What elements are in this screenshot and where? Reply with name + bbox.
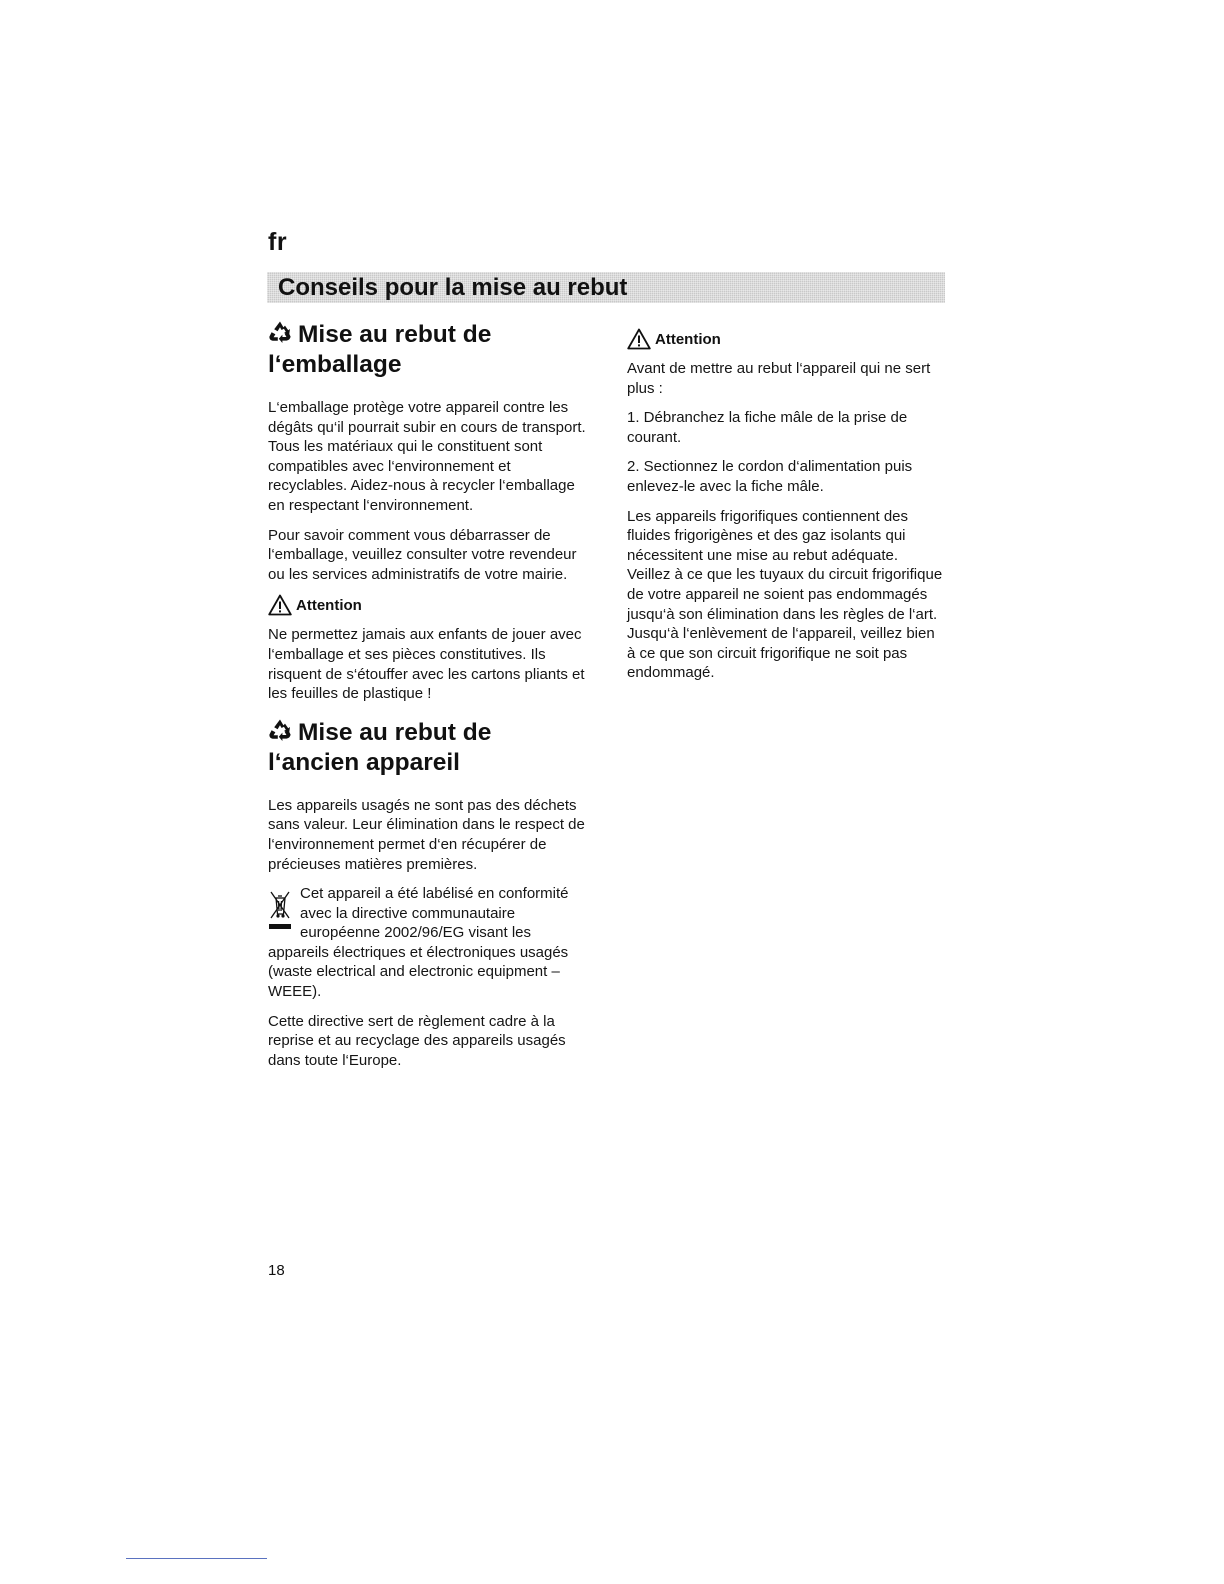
recycle-icon [268,718,292,742]
page-number: 18 [268,1262,285,1279]
recycle-icon [268,320,292,344]
heading-packaging-line2: l‘emballage [268,351,402,378]
banner-title: Conseils pour la mise au rebut [278,274,628,301]
warning-triangle-icon [268,594,292,616]
heading-old-appliance-line1: Mise au rebut de [298,718,492,746]
right-intro: Avant de mettre au rebut l‘appareil qui ne sert plus : [627,360,931,397]
section-banner [267,272,945,303]
right-paragraph: Les appareils frigorifiques contiennent des fluides frigorigènes et des gaz isolants qui nécessitent une mise au rebut adéquate. Veillez à ce que les tuyaux du circuit frigorifique de votre appareil ne soient pas endommagés jusqu‘à son élimination dans les règles de l‘art. Jusqu‘à l‘enlèvement de l‘appareil, veillez bien à ce que son circuit frigorifique ne soit pas endommagé. [627,507,943,682]
crossed-bin-icon [268,888,292,936]
right-column [627,328,945,693]
footer-rule [126,1558,267,1559]
attention-heading-right [627,328,945,350]
heading-old-appliance-line2: l‘ancien appareil [268,748,460,776]
right-step-2: 2. Sectionnez le cordon d‘alimentation puis enlevez-le avec la fiche mâle. [627,458,913,495]
attention-label: Attention [296,596,362,614]
weee-notice [268,884,590,1002]
attention-label: Attention [655,330,721,348]
language-code: fr [268,228,288,256]
heading-packaging [268,320,590,380]
warning-triangle-icon [627,328,651,350]
right-step-1: 1. Débranchez la fiche mâle de la prise de courant. [627,409,908,446]
attention-heading-left [268,594,590,616]
packaging-paragraph-2: Pour savoir comment vous débarrasser de l‘emballage, veuillez consulter votre revendeur ou les services administratifs de votre mairie. [268,526,577,583]
heading-packaging-line1: Mise au rebut de [298,321,492,348]
old-appliance-paragraph-3: Cette directive sert de règlement cadre à la reprise et au recyclage des appareils usagés dans toute l‘Europe. [268,1012,566,1069]
left-column [268,320,590,1080]
old-appliance-paragraph-1: Les appareils usagés ne sont pas des déchets sans valeur. Leur élimination dans le respect de l‘environnement permet d‘en récupérer de précieuses matières premières. [268,796,585,873]
heading-old-appliance [268,718,590,778]
attention-paragraph-left: Ne permettez jamais aux enfants de jouer avec l‘emballage et ses pièces constitutives. Ils risquent de s‘étouffer avec les cartons pliants et les feuilles de plastique ! [268,626,585,703]
packaging-paragraph-1: L‘emballage protège votre appareil contre les dégâts qu‘il pourrait subir en cours de transport. Tous les matériaux qui le constituent sont compatibles avec l‘environnement et recyclables. Aidez-nous à recycler l‘emballage en respectant l‘environnement. [268,399,586,514]
weee-paragraph: Cet appareil a été labélisé en conformité avec la directive communautaire européenne 2002/96/EG visant les appareils électriques et électroniques usagés (waste electrical and electronic equipment – WEEE). [268,885,569,1001]
